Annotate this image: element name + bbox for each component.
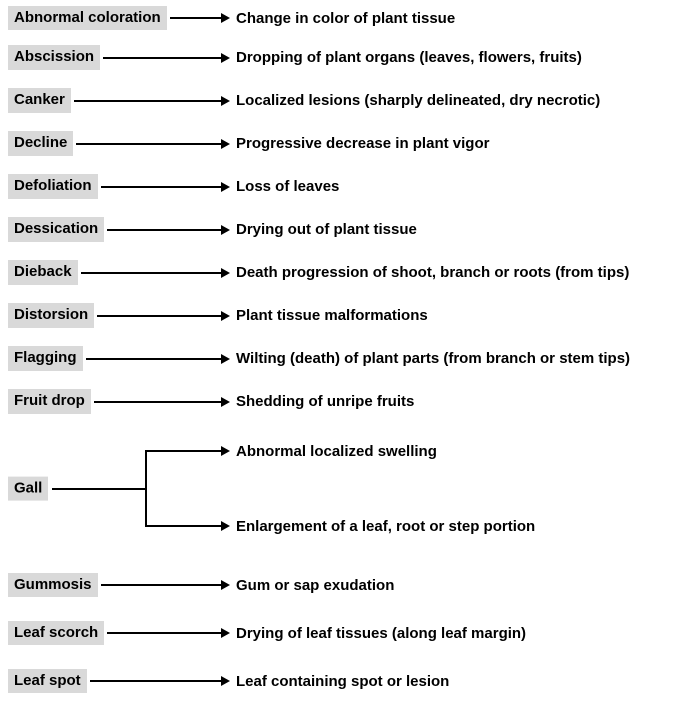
arrowhead-icon [221, 225, 230, 235]
definition-label: Drying of leaf tissues (along leaf margin) [236, 624, 527, 642]
definition-label: Loss of leaves [236, 178, 340, 195]
term-label: Fruit drop [8, 389, 91, 414]
arrowhead-icon [221, 13, 230, 23]
arrow-connector [103, 53, 230, 63]
term-label: Gall [8, 476, 48, 501]
arrowhead-icon [221, 446, 230, 456]
definition-label: Plant tissue malformations [236, 307, 428, 324]
arrow-connector [101, 580, 230, 590]
term-arrow-group [8, 669, 230, 694]
arrowhead-icon [221, 354, 230, 364]
arrow-line [74, 100, 221, 102]
term-row [8, 208, 685, 251]
term-arrow-group [8, 260, 230, 285]
term-label: Flagging [8, 346, 83, 371]
arrow-connector [107, 628, 230, 638]
definition-label: Change in color of plant tissue [236, 9, 456, 27]
arrow-connector [107, 225, 230, 235]
arrow-connector [86, 354, 231, 364]
arrow-line [170, 17, 221, 19]
arrowhead-icon [221, 268, 230, 278]
definition-label: Wilting (death) of plant parts (from branch or stem tips) [236, 350, 631, 367]
arrowhead-icon [221, 397, 230, 407]
term-row [8, 165, 685, 208]
arrow-line [86, 358, 222, 360]
arrowhead-icon [221, 580, 230, 590]
definition-label: Shedding of unripe fruits [236, 393, 415, 410]
definition-label: Progressive decrease in plant vigor [236, 135, 490, 152]
arrowhead-icon [221, 53, 230, 63]
arrow-line [107, 632, 221, 634]
arrow-line [145, 450, 221, 452]
fork-branch [145, 511, 685, 541]
arrowhead-icon [221, 139, 230, 149]
term-row [8, 657, 685, 705]
arrow-connector [81, 268, 230, 278]
arrowhead-icon [221, 311, 230, 321]
term-arrow-group [8, 389, 230, 414]
arrow-connector [94, 397, 230, 407]
term-arrow-group [8, 88, 230, 113]
fork-row [8, 436, 685, 541]
definition-label: Death progression of shoot, branch or roots (from tips) [236, 264, 630, 281]
term-arrow-group [8, 621, 230, 646]
term-arrow-group [8, 346, 230, 371]
definition-label: Abnormal localized swelling [236, 442, 437, 460]
arrowhead-icon [221, 676, 230, 686]
arrowhead-icon [221, 521, 230, 531]
definition-label: Leaf containing spot or lesion [236, 672, 450, 690]
fork-branch [145, 436, 685, 466]
arrow-line [97, 315, 221, 317]
term-label: Leaf scorch [8, 621, 104, 646]
arrow-line [76, 143, 221, 145]
term-arrow-group [8, 131, 230, 156]
arrow-line [81, 272, 221, 274]
term-row [8, 122, 685, 165]
term-label: Abscission [8, 45, 100, 70]
term-row [8, 380, 685, 423]
arrow-line [101, 186, 222, 188]
arrow-connector [90, 676, 230, 686]
term-arrow-group [8, 45, 230, 70]
arrowhead-icon [221, 628, 230, 638]
term-label: Gummosis [8, 573, 98, 598]
definition-label: Drying out of plant tissue [236, 221, 417, 238]
arrow-line [101, 584, 221, 586]
arrow-connector [76, 139, 230, 149]
term-label: Distorsion [8, 303, 94, 328]
term-arrow-group [8, 6, 230, 31]
term-row [8, 0, 685, 36]
term-label: Dieback [8, 260, 78, 285]
term-row [8, 609, 685, 657]
arrow-line [94, 401, 221, 403]
definition-label: Gum or sap exudation [236, 576, 395, 594]
term-arrow-group [8, 174, 230, 199]
arrow-connector [170, 13, 230, 23]
arrow-line [145, 525, 221, 527]
arrowhead-icon [221, 182, 230, 192]
term-row [8, 337, 685, 380]
term-row [8, 36, 685, 79]
term-row [8, 561, 685, 609]
arrowhead-icon [221, 96, 230, 106]
arrow-line [103, 57, 221, 59]
arrow-line [90, 680, 221, 682]
term-row [8, 79, 685, 122]
fork-stub-line [52, 488, 147, 490]
arrow-connector [101, 182, 231, 192]
term-arrow-group [8, 217, 230, 242]
arrow-line [107, 229, 221, 231]
definition-label: Enlargement of a leaf, root or step portion [236, 517, 536, 535]
arrow-connector [74, 96, 230, 106]
term-label: Leaf spot [8, 669, 87, 694]
definition-label: Dropping of plant organs (leaves, flowers, fruits) [236, 49, 582, 66]
term-label: Defoliation [8, 174, 98, 199]
term-label: Canker [8, 88, 71, 113]
term-label: Abnormal coloration [8, 6, 167, 31]
definition-label: Localized lesions (sharply delineated, dry necrotic) [236, 92, 601, 109]
arrow-connector [97, 311, 230, 321]
term-label: Dessication [8, 217, 104, 242]
term-label: Decline [8, 131, 73, 156]
term-arrow-group [8, 303, 230, 328]
term-arrow-group [8, 573, 230, 598]
term-row [8, 251, 685, 294]
term-row [8, 294, 685, 337]
